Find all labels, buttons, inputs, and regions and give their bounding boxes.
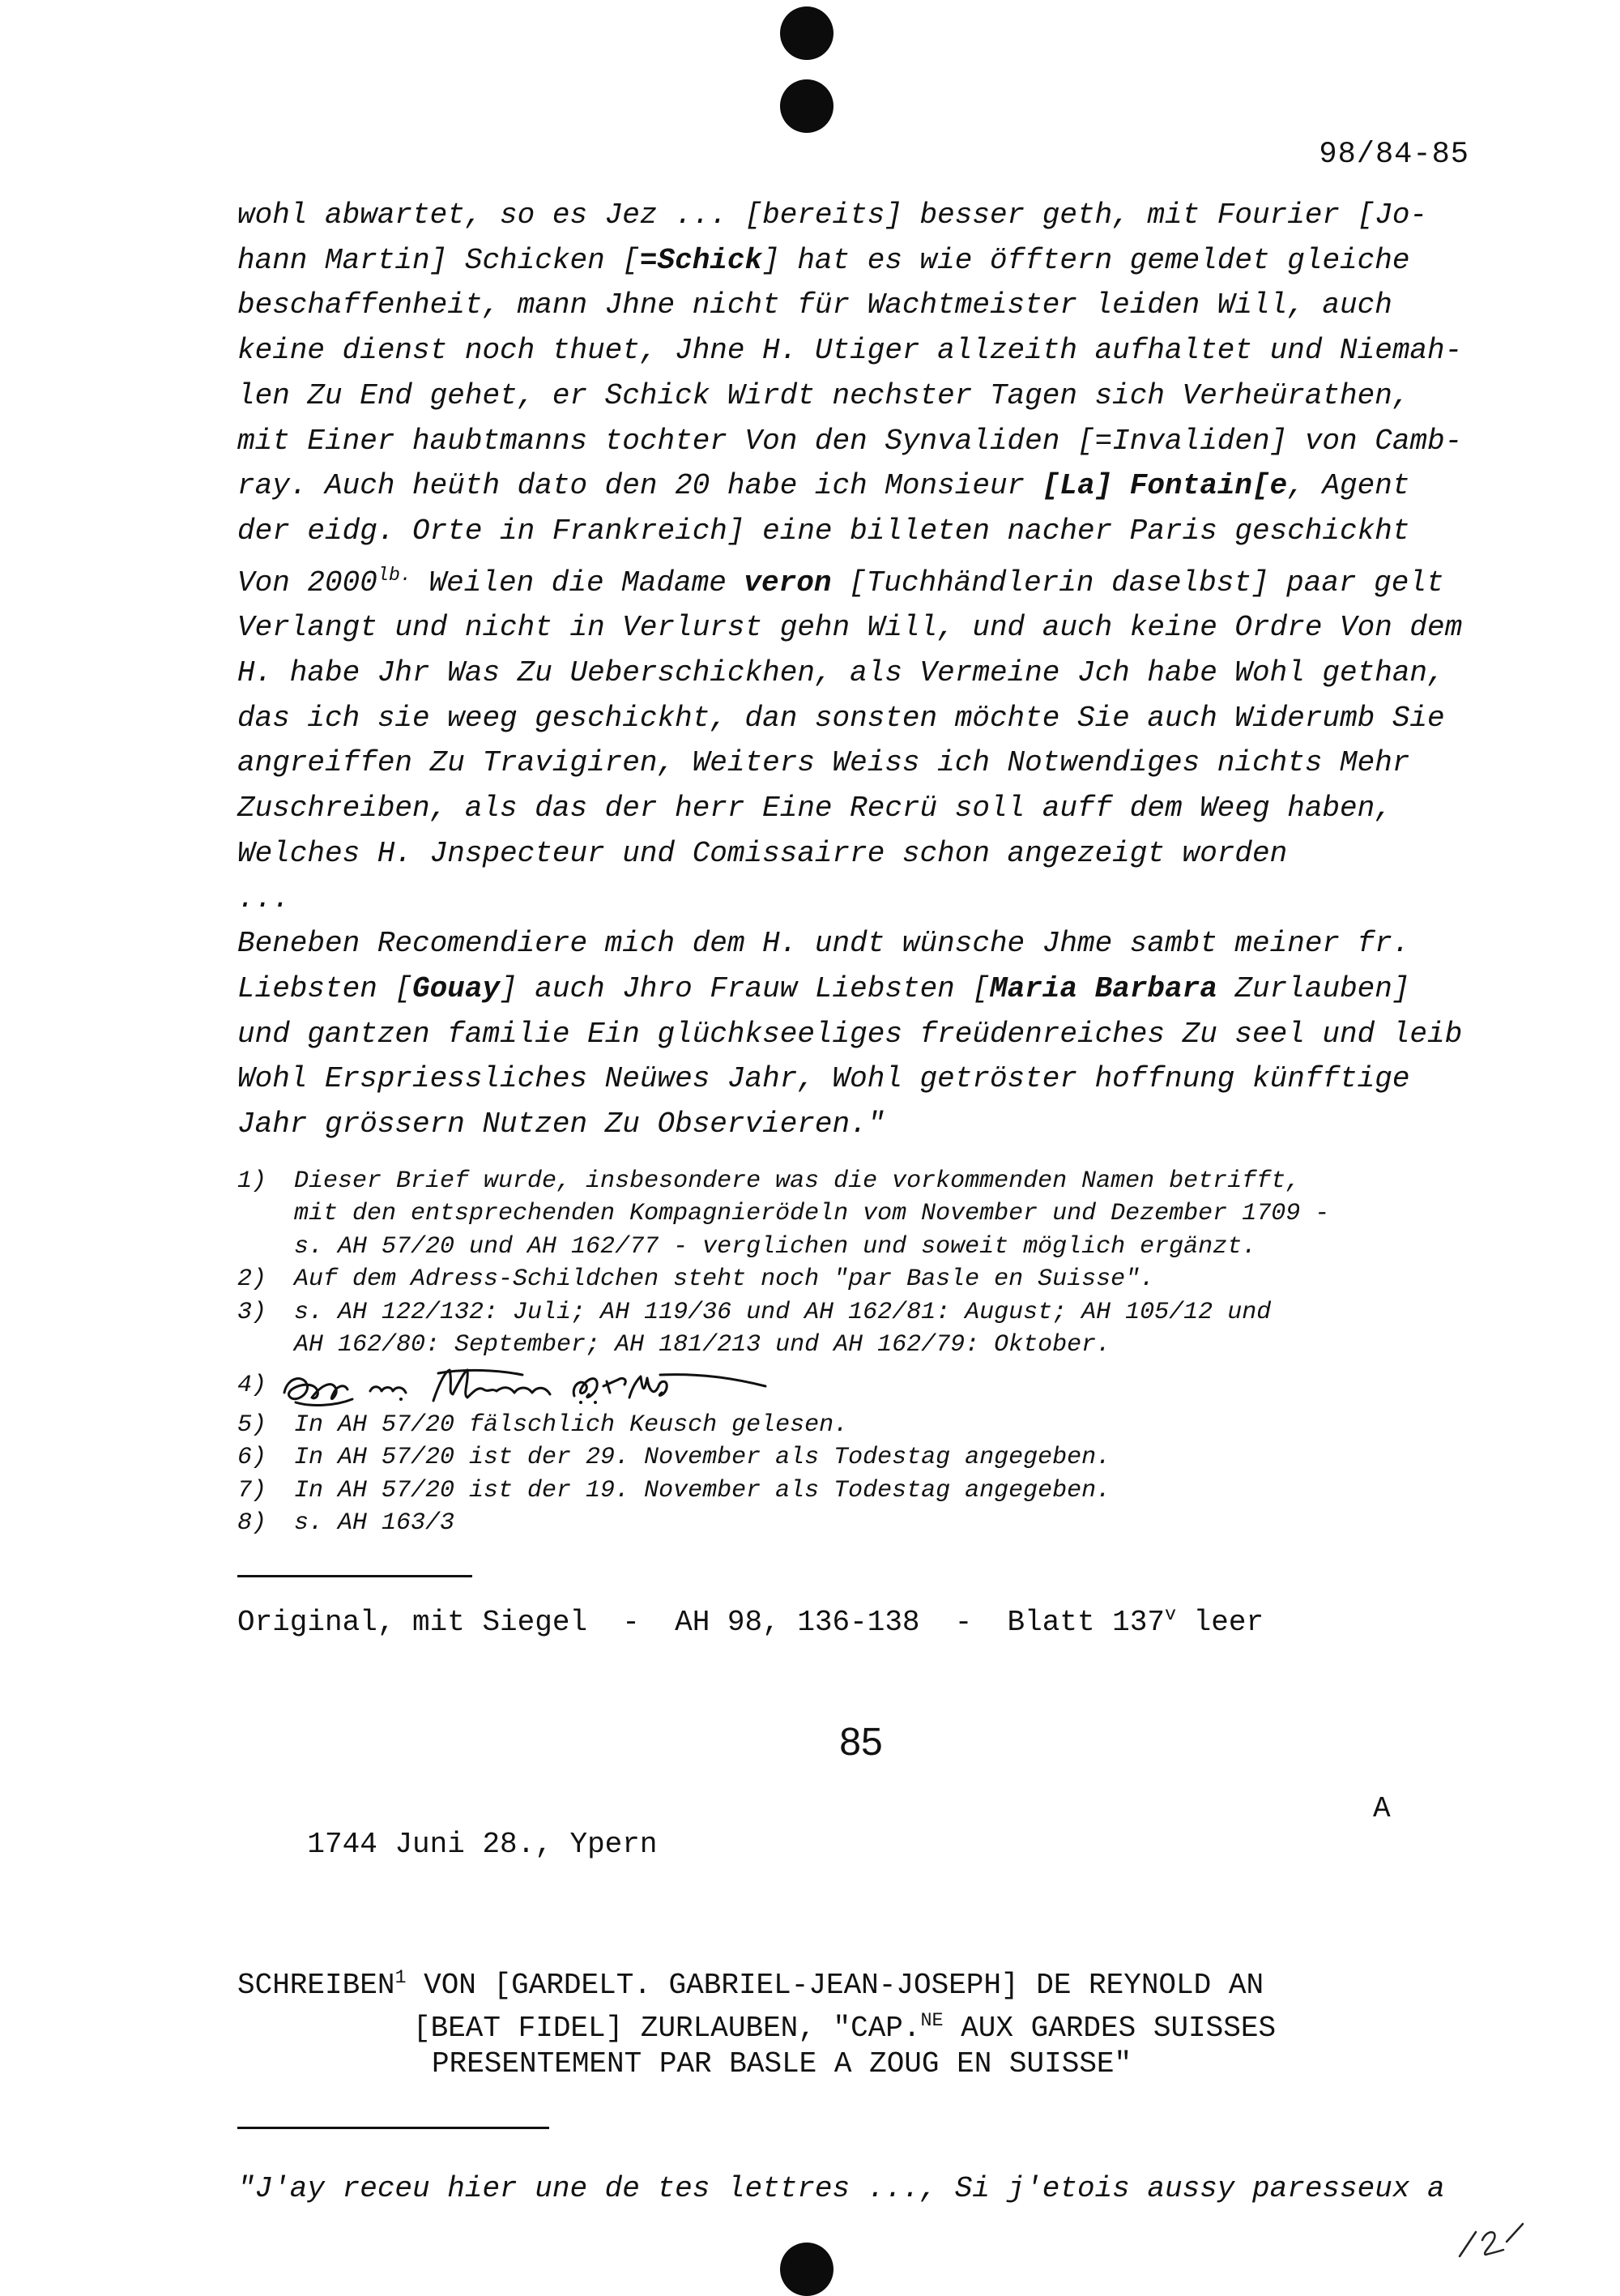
letter-line: mit Einer haubtmanns tochter Von den Synvaliden [=Invaliden] von Camb-: [237, 424, 1463, 458]
handwritten-margin-number: [1453, 2216, 1531, 2264]
footnote-3: [237, 1296, 1485, 1362]
letter-line: Zuschreiben, als das der herr Eine Recrü soll auff dem Weeg haben,: [237, 792, 1392, 826]
punch-hole-top: [780, 6, 833, 60]
footnote-text: In AH 57/20 fälschlich Keusch gelesen.: [294, 1410, 849, 1439]
source-note: [237, 1598, 1485, 1641]
document-heading: [237, 1961, 1485, 2082]
footnote-line: mit den entsprechenden Kompagnierödeln vom November und Dezember 1709 -: [294, 1200, 1330, 1228]
footnote-text: s. AH 163/3: [294, 1509, 455, 1538]
footnote-line: AH 162/80: September; AH 181/213 und AH 162/79: Oktober.: [294, 1331, 1111, 1359]
letter-line: hann Martin] Schicken [=Schick] hat es wie öfftern gemeldet gleiche: [237, 243, 1410, 277]
heading-superscript: 1: [394, 1967, 407, 1989]
letter-line: und gantzen familie Ein glüchkseeliges freüdenreiches Zu seel und leib: [237, 1017, 1463, 1051]
footnote-line: s. AH 57/20 und AH 162/77 - verglichen und soweit möglich ergänzt.: [294, 1232, 1257, 1261]
footnote-number: 1): [237, 1167, 267, 1195]
superscript-lb: lb.: [377, 565, 411, 587]
footnote-text: In AH 57/20 ist der 29. November als Todestag angegeben.: [294, 1444, 1111, 1472]
footnote-text: In AH 57/20 ist der 19. November als Todestag angegeben.: [294, 1476, 1111, 1504]
punch-hole-second: [780, 79, 833, 133]
letter-line-von-2000: [237, 554, 1485, 606]
footnote-line: s. AH 122/132: Juli; AH 119/36 und AH 162/81: August; AH 105/12 und: [294, 1298, 1272, 1326]
footnote-1: [237, 1165, 1485, 1264]
date-line: [237, 1791, 1485, 1934]
footnote-number: 2): [237, 1265, 267, 1294]
footnotes: [237, 1165, 1485, 1540]
document-number: 85: [839, 1720, 883, 1764]
name-veron: veron: [744, 565, 832, 600]
footnote-6: [237, 1441, 1485, 1474]
letter-line: Beneben Recomendiere mich dem H. undt wünsche Jhme sambt meiner fr.: [237, 927, 1410, 961]
footnote-7: [237, 1474, 1485, 1508]
letter-line: Jahr grössern Nutzen Zu Observieren.": [237, 1107, 885, 1142]
letter-line: keine dienst noch thuet, Jhne H. Utiger allzeith aufhaltet und Niemah-: [237, 334, 1463, 368]
letter-line: Liebsten [Gouay] auch Jhro Frauw Liebsten [Maria Barbara Zurlauben]: [237, 971, 1410, 1005]
footnote-number: 4): [237, 1371, 267, 1399]
letter-line: beschaffenheit, mann Jhne nicht für Wachtmeister leiden Will, auch: [237, 288, 1392, 322]
footnote-text: [294, 1296, 1271, 1362]
line-part: [Tuchhändlerin daselbst] paar gelt: [831, 565, 1444, 600]
heading-text: VON [GARDELT. GABRIEL-JEAN-JOSEPH] DE REYNOLD AN: [406, 1968, 1264, 2002]
letter-line: angreiffen Zu Travigiren, Weiters Weiss ich Notwendiges nichts Mehr: [237, 746, 1410, 780]
date-mark: A: [1373, 1791, 1391, 1825]
letter-line: Verlangt und nicht in Verlurst gehn Will, und auch keine Ordre Von dem: [237, 611, 1463, 645]
heading-text: SCHREIBEN: [237, 1968, 395, 2002]
footnote-number: 3): [237, 1298, 267, 1326]
punch-hole-bottom: [780, 2243, 833, 2296]
closing-letter-line: "J'ay receu hier une de tes lettres ..., Si j'etois aussy paresseux a: [237, 2171, 1445, 2205]
heading-divider: [237, 2127, 549, 2129]
handwritten-signature-image: [279, 1362, 798, 1409]
footnote-number: 7): [237, 1476, 267, 1504]
handwritten-number-image: [1453, 2216, 1531, 2264]
footnote-number: 5): [237, 1410, 267, 1439]
line-part: Weilen die Madame: [411, 565, 744, 600]
heading-line: [237, 1961, 1485, 2004]
letter-line: Welches H. Jnspecteur und Comissairre schon angezeigt worden: [237, 836, 1288, 870]
document-body: [237, 193, 1485, 2211]
footnote-text: [294, 1165, 1329, 1264]
footnote-divider: [237, 1575, 472, 1577]
page-reference: 98/84-85: [1319, 138, 1469, 172]
footnote-number: 8): [237, 1509, 267, 1538]
heading-line: [237, 2004, 1485, 2046]
source-text-end: leer: [1176, 1605, 1264, 1639]
heading-text: AUX GARDES SUISSES: [943, 2011, 1277, 2045]
date-place: 1744 Juni 28., Ypern: [307, 1827, 658, 1861]
line-part: Von 2000: [237, 565, 377, 600]
letter-ellipsis: ...: [237, 881, 290, 915]
source-superscript: v: [1165, 1604, 1177, 1626]
heading-text: [BEAT FIDEL] ZURLAUBEN, "CAP.: [413, 2011, 921, 2045]
letter-line: H. habe Jhr Was Zu Ueberschickhen, als Vermeine Jch habe Wohl gethan,: [237, 656, 1445, 690]
heading-line: PRESENTEMENT PAR BASLE A ZOUG EN SUISSE": [432, 2046, 1132, 2080]
letter-line: wohl abwartet, so es Jez ... [bereits] besser geth, mit Fourier [Jo-: [237, 198, 1428, 232]
footnote-number: 6): [237, 1444, 267, 1472]
letter-line: das ich sie weeg geschickht, dan sonsten möchte Sie auch Widerumb Sie: [237, 701, 1445, 735]
letter-line: len Zu End gehet, er Schick Wirdt nechster Tagen sich Verheürathen,: [237, 378, 1410, 412]
source-text: Original, mit Siegel - AH 98, 136-138 - Blatt 137: [237, 1605, 1165, 1639]
footnote-line: Dieser Brief wurde, insbesondere was die vorkommenden Namen betrifft,: [294, 1167, 1301, 1195]
footnote-8: [237, 1507, 1485, 1540]
letter-line: der eidg. Orte in Frankreich] eine billeten nacher Paris geschickht: [237, 514, 1410, 548]
letter-line: Wohl Erspriessliches Neüwes Jahr, Wohl getröster hoffnung künfftige: [237, 1062, 1410, 1096]
footnote-text: Auf dem Adress-Schildchen steht noch "par Basle en Suisse".: [294, 1265, 1155, 1294]
footnote-5: [237, 1409, 1485, 1442]
heading-superscript: NE: [920, 2010, 944, 2032]
footnote-2: [237, 1263, 1485, 1296]
footnote-4: [237, 1362, 1485, 1409]
letter-text-block: [237, 193, 1485, 1147]
letter-line: ray. Auch heüth dato den 20 habe ich Monsieur [La] Fontain[e, Agent: [237, 469, 1410, 503]
